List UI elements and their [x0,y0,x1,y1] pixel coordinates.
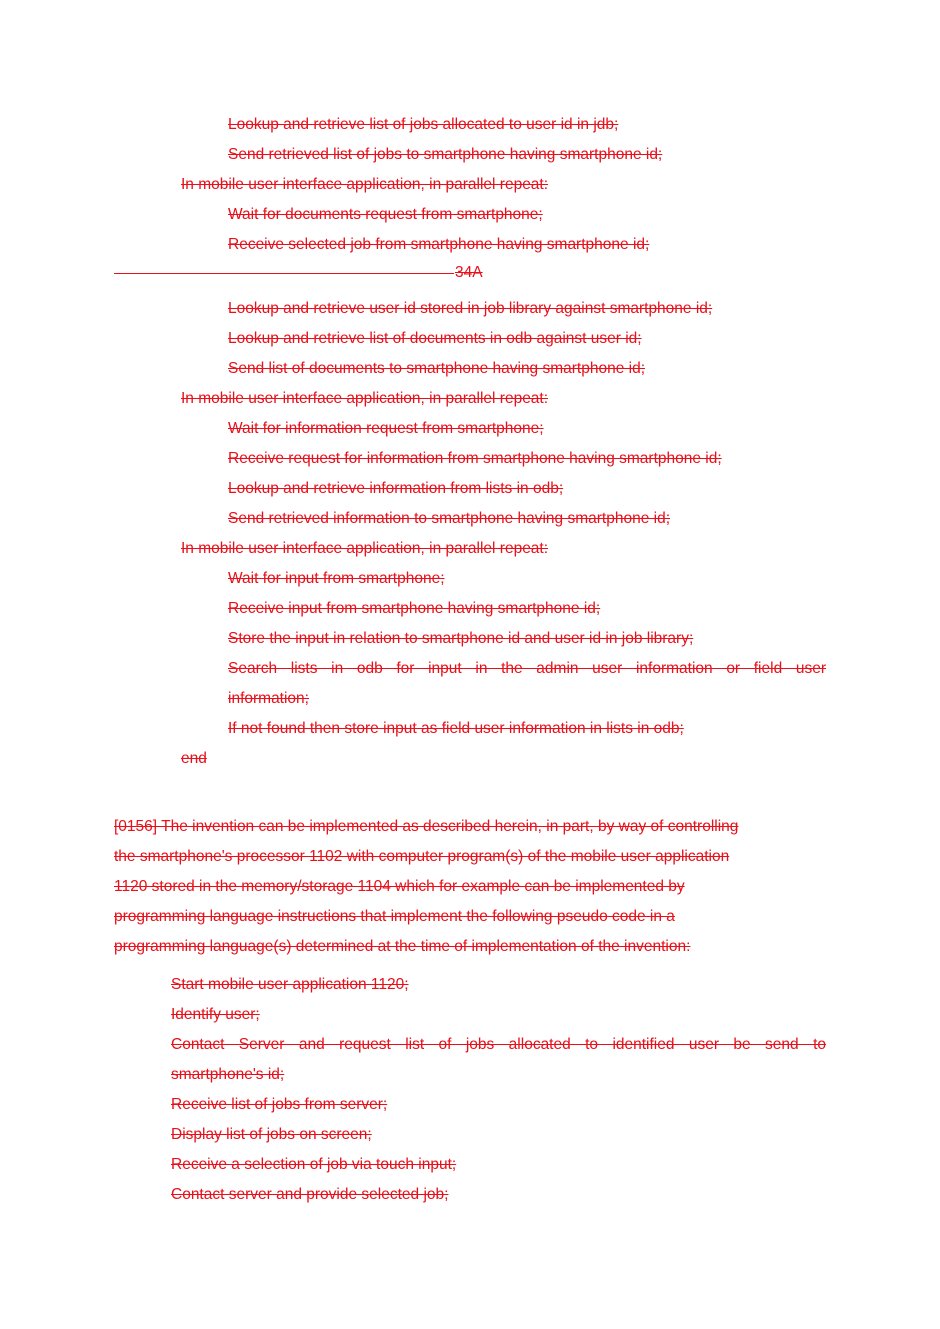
paragraph-line: [0156] The invention can be implemented as described herein, in part, by way of controlling [114,818,739,835]
code-line: Send retrieved information to smartphone having smartphone id; [228,510,670,527]
code-line: Lookup and retrieve user id stored in job library against smartphone id; [228,300,713,317]
code-line: Receive list of jobs from server; [171,1096,388,1113]
code-line: Receive request for information from smartphone having smartphone id; [228,450,722,467]
code-line: Search lists in odb for input in the admin user information or field user [228,660,826,677]
code-line: end [181,750,207,767]
code-line: Wait for documents request from smartphone; [228,206,543,223]
paragraph-line: programming language(s) determined at the time of implementation of the invention: [114,938,691,955]
code-line: Send retrieved list of jobs to smartphone having smartphone id; [228,146,663,163]
code-line: Lookup and retrieve information from lists in odb; [228,480,564,497]
code-line: Identify user; [171,1006,260,1023]
code-line: smartphone's id; [171,1066,285,1083]
code-line: Send list of documents to smartphone having smartphone id; [228,360,646,377]
code-line: Wait for information request from smartphone; [228,420,544,437]
code-line: In mobile user interface application, in parallel repeat: [181,176,549,193]
page-number: 34A [455,264,483,281]
paragraph-line: the smartphone's processor 1102 with computer program(s) of the mobile user application [114,848,730,865]
code-line: Receive input from smartphone having smartphone id; [228,600,601,617]
code-line: Store the input in relation to smartphone id and user id in job library; [228,630,694,647]
paragraph-line: 1120 stored in the memory/storage 1104 which for example can be implemented by [114,878,685,895]
code-line: In mobile user interface application, in parallel repeat: [181,390,549,407]
page-break-rule [114,273,454,274]
code-line: Receive selected job from smartphone having smartphone id; [228,236,650,253]
code-line: information; [228,690,309,707]
code-line: If not found then store input as field user information in lists in odb; [228,720,684,737]
code-line: Receive a selection of job via touch input; [171,1156,457,1173]
code-line: Contact Server and request list of jobs allocated to identified user be send to [171,1036,826,1053]
code-line: Start mobile user application 1120; [171,976,409,993]
code-line: Lookup and retrieve list of documents in odb against user id; [228,330,642,347]
code-line: Lookup and retrieve list of jobs allocated to user id in jdb; [228,116,619,133]
paragraph-line: programming language instructions that implement the following pseudo code in a [114,908,675,925]
code-line: Wait for input from smartphone; [228,570,445,587]
code-line: Display list of jobs on screen; [171,1126,372,1143]
code-line: In mobile user interface application, in parallel repeat: [181,540,549,557]
code-line: Contact server and provide selected job; [171,1186,449,1203]
